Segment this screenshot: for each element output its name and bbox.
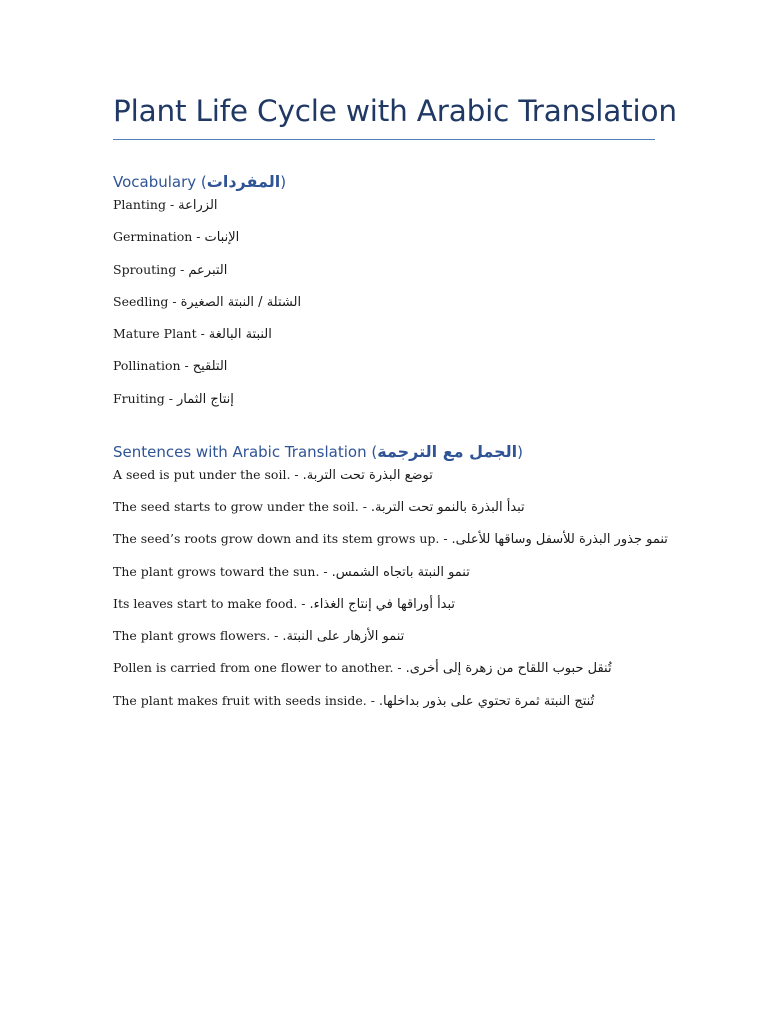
sentences-heading-close: ) xyxy=(517,443,524,461)
sentences-heading-arabic: الجمل مع الترجمة xyxy=(377,442,518,461)
vocabulary-translation: إنتاج الثمار xyxy=(176,392,234,407)
vocabulary-heading-text: Vocabulary ( xyxy=(113,173,207,191)
sentence-item xyxy=(113,466,433,485)
vocabulary-heading-close: ) xyxy=(280,173,287,191)
sentence-arabic: توضع البذرة تحت التربة. xyxy=(302,468,433,483)
vocabulary-item xyxy=(113,325,272,344)
sentence-item xyxy=(113,498,525,517)
vocabulary-translation: الإنبات xyxy=(204,230,240,245)
sentence-english: Its leaves start to make food. - xyxy=(113,596,310,611)
vocabulary-translation: التلقيح xyxy=(192,359,228,374)
sentences-heading-text: Sentences with Arabic Translation ( xyxy=(113,443,378,461)
sentence-english: Pollen is carried from one flower to another. - xyxy=(113,660,406,675)
vocabulary-translation: النبتة البالغة xyxy=(208,327,272,342)
sentence-arabic: تُنقل حبوب اللقاح من زهرة إلى أخرى. xyxy=(405,661,612,676)
sentence-arabic: تنمو جذور البذرة للأسفل وساقها للأعلى. xyxy=(451,532,668,547)
vocabulary-item xyxy=(113,228,239,247)
sentence-arabic: تبدأ البذرة بالنمو تحت التربة. xyxy=(370,500,525,515)
vocabulary-item xyxy=(113,261,227,280)
vocabulary-term: Fruiting - xyxy=(113,391,177,406)
sentences-heading xyxy=(113,442,523,462)
sentence-item xyxy=(113,627,404,646)
document-title: Plant Life Cycle with Arabic Translation xyxy=(113,94,677,128)
sentence-english: The seed starts to grow under the soil. - xyxy=(113,499,371,514)
sentence-item xyxy=(113,692,594,711)
vocabulary-term: Seedling - xyxy=(113,294,181,309)
sentence-item xyxy=(113,563,470,582)
vocabulary-item xyxy=(113,390,234,409)
vocabulary-item xyxy=(113,293,301,312)
sentence-arabic: تنمو النبتة باتجاه الشمس. xyxy=(331,565,470,580)
sentence-english: The plant makes fruit with seeds inside. - xyxy=(113,693,379,708)
vocabulary-term: Sprouting - xyxy=(113,262,189,277)
vocabulary-term: Planting - xyxy=(113,197,179,212)
sentence-english: The plant grows toward the sun. - xyxy=(113,564,332,579)
vocabulary-translation: التبرعم xyxy=(188,263,228,278)
sentence-arabic: تبدأ أوراقها في إنتاج الغذاء. xyxy=(309,597,456,612)
sentence-english: The seed’s roots grow down and its stem grows up. - xyxy=(113,531,452,546)
vocabulary-item xyxy=(113,196,218,215)
sentence-english: A seed is put under the soil. - xyxy=(113,467,303,482)
sentence-arabic: تُنتج النبتة ثمرة تحتوي على بذور بداخلها. xyxy=(378,694,595,709)
sentence-arabic: تنمو الأزهار على النبتة. xyxy=(282,629,405,644)
vocabulary-item xyxy=(113,357,227,376)
sentence-item xyxy=(113,530,668,549)
vocabulary-translation: الشتلة / النبتة الصغيرة xyxy=(180,295,302,310)
vocabulary-term: Germination - xyxy=(113,229,205,244)
title-divider xyxy=(113,139,655,140)
sentence-english: The plant grows flowers. - xyxy=(113,628,283,643)
vocabulary-heading-arabic: المفردات xyxy=(206,172,281,191)
vocabulary-heading xyxy=(113,172,286,192)
vocabulary-term: Mature Plant - xyxy=(113,326,209,341)
vocabulary-term: Pollination - xyxy=(113,358,193,373)
vocabulary-translation: الزراعة xyxy=(178,198,218,213)
sentence-item xyxy=(113,595,455,614)
sentence-item xyxy=(113,659,612,678)
